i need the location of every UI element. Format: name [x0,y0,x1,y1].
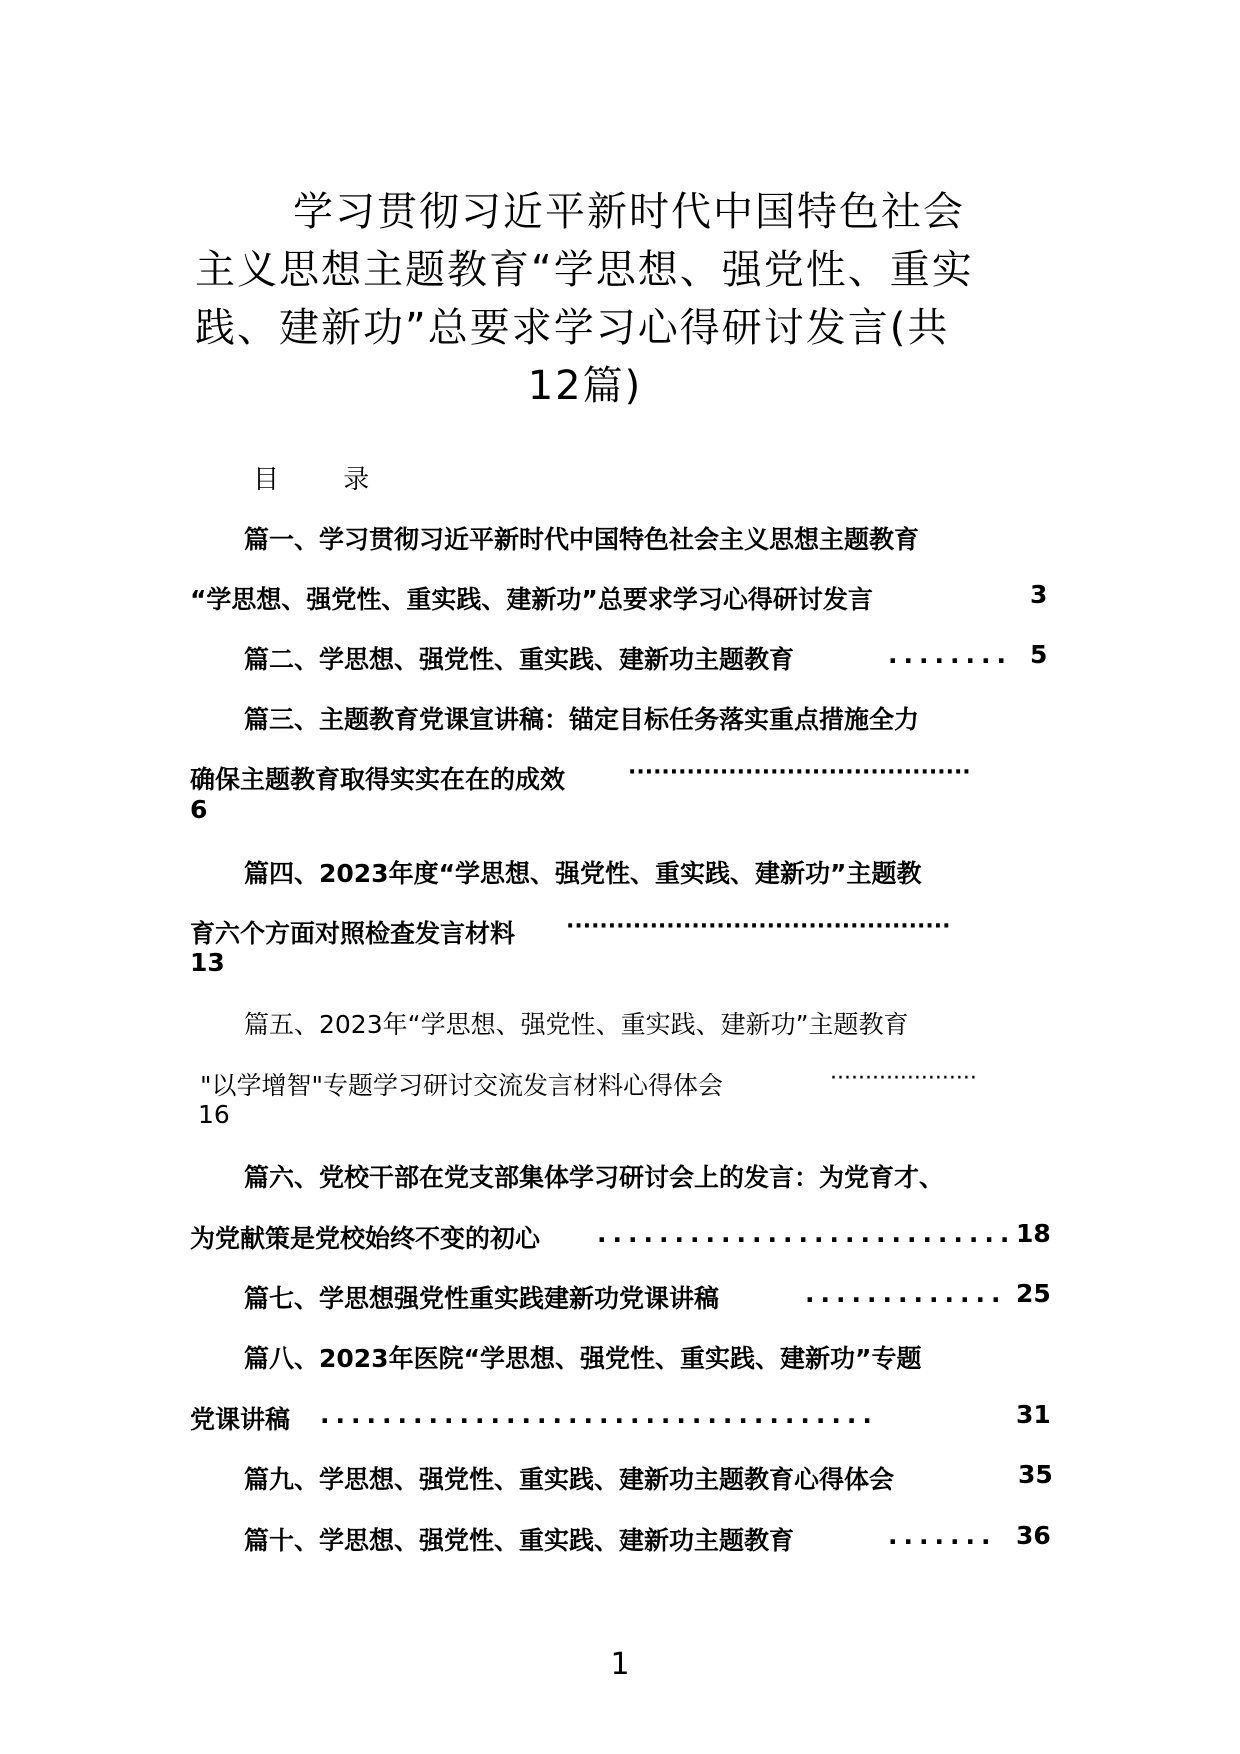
title-line-1: 学习贯彻习近平新时代中国特色社会 [293,189,965,235]
toc-entry-2-page: 5 [1030,640,1048,669]
toc-entry-5-leader: ····················· [830,1066,977,1091]
toc-entry-6-page: 18 [1016,1219,1051,1248]
document-title [195,183,1035,415]
title-line-4: 12篇) [527,363,643,409]
toc-entry-9-line-1[interactable]: 篇九、学思想、强党性、重实践、建新功主题教育心得体会 [244,1465,895,1494]
toc-entry-8-page: 31 [1016,1400,1051,1429]
toc-entry-8-leader: .................................... [320,1400,878,1429]
toc-entry-10-page: 36 [1016,1521,1051,1550]
toc-entry-10-line-1[interactable]: 篇十、学思想、强党性、重实践、建新功主题教育 [244,1526,795,1555]
toc-entry-1-line-1[interactable]: 篇一、学习贯彻习近平新时代中国特色社会主义思想主题教育 [244,525,920,554]
toc-entry-7-leader: ............. [805,1279,1007,1308]
title-line-2: 主义思想主题教育“学思想、强党性、重实 [195,247,974,293]
footer-page-number: 1 [610,1647,630,1682]
toc-entry-6-line-2[interactable]: 为党献策是党校始终不变的初心 [190,1224,541,1253]
toc-entry-3-leader: ········································· [628,760,971,785]
toc-entry-5-line-2[interactable]: "以学增智"专题学习研讨交流发言材料心得体会 [200,1071,723,1100]
toc-entry-4-line-1[interactable]: 篇四、2023年度“学思想、强党性、重实践、建新功”主题教 [244,859,922,888]
toc-entry-3-page: 6 [190,795,208,824]
toc-entry-10-leader: ....... [888,1521,997,1550]
toc-entry-4-leader: ·············································· [566,914,951,939]
toc-entry-3-line-1[interactable]: 篇三、主题教育党课宣讲稿：锚定目标任务落实重点措施全力 [244,705,920,734]
toc-heading: 目 录 [253,465,398,495]
toc-entry-2-line-1[interactable]: 篇二、学思想、强党性、重实践、建新功主题教育 [244,645,795,674]
toc-entry-8-line-1[interactable]: 篇八、2023年医院“学思想、强党性、重实践、建新功”专题 [244,1344,922,1373]
toc-entry-3-line-2[interactable]: 确保主题教育取得实实在在的成效 [190,765,566,794]
toc-entry-7-page: 25 [1016,1279,1051,1308]
toc-entry-4-line-2[interactable]: 育六个方面对照检查发言材料 [190,919,516,948]
toc-entry-8-line-2[interactable]: 党课讲稿 [190,1405,291,1434]
toc-entry-5-line-1[interactable]: 篇五、2023年“学思想、强党性、重实践、建新功”主题教育 [244,1010,909,1039]
toc-entry-1-line-2[interactable]: “学思想、强党性、重实践、建新功”总要求学习心得研讨发言 [190,585,873,614]
toc-entry-4-page: 13 [190,948,225,977]
toc-entry-2-leader: ........ [888,640,1012,669]
toc-entry-9-page: 35 [1018,1460,1053,1489]
title-line-3: 践、建新功”总要求学习心得研讨发言(共 [195,305,950,351]
toc-entry-6-line-1[interactable]: 篇六、党校干部在党支部集体学习研讨会上的发言：为党育才、 [244,1163,945,1192]
toc-entry-6-leader: ........................... [597,1219,1016,1248]
toc-entry-7-line-1[interactable]: 篇七、学思想强党性重实践建新功党课讲稿 [244,1284,720,1313]
toc-entry-1-page: 3 [1030,580,1048,609]
toc-entry-5-page: 16 [198,1100,230,1129]
